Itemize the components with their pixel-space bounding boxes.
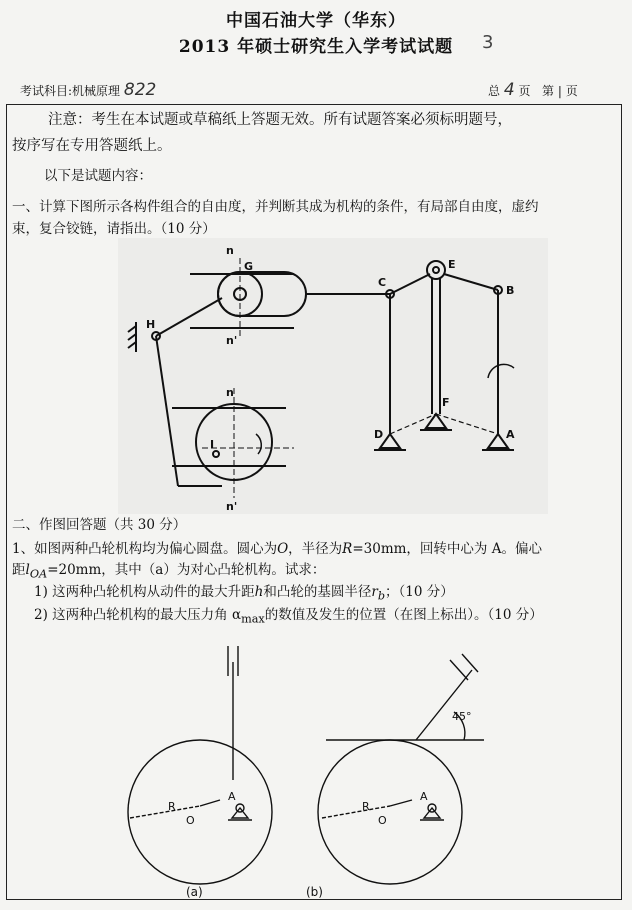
q2-line-1 (12, 539, 542, 559)
content-intro: 以下是试题内容： (44, 168, 152, 184)
q2-line-2-l: l (25, 562, 30, 578)
cam-b-label-r: R (362, 800, 370, 813)
q2-title: 二、作图回答题（共 30 分） (12, 517, 187, 533)
q2-line-1-o: O (277, 541, 289, 557)
q2-item-1-mid: 和凸轮的基圆半径 (263, 584, 372, 600)
cam-a-label-a: A (228, 790, 236, 803)
q2-line-2-post: =20mm，其中（a）为对心凸轮机构。试求： (47, 562, 326, 578)
fig1-label-g: G (244, 260, 254, 273)
q2-line-1-post: =30mm，回转中心为 A。偏心 (352, 541, 542, 557)
cam-a-label-r: R (168, 800, 176, 813)
cam-a-caption: (a) (186, 885, 203, 899)
cam-b-caption: (b) (306, 885, 323, 899)
page-info (488, 80, 578, 100)
fig1-label-d: D (374, 428, 384, 441)
fig1-label-b: B (506, 284, 515, 297)
cam-b-angle-label: 45° (452, 710, 472, 723)
q2-item-2-post: 的数值及发生的位置（在图上标出）。（10 分） (264, 607, 543, 623)
q2-item-2-pre: 2) 这两种凸轮机构的最大压力角 α (34, 607, 242, 623)
q2-line-2-pre: 距 (12, 562, 26, 578)
pages-total-suffix: 页 (518, 84, 531, 98)
mechanism-figure (118, 238, 548, 514)
fig1-label-e: E (448, 258, 456, 271)
fig1-label-n2p: n' (226, 500, 238, 513)
exam-subject (20, 80, 156, 100)
fig1-label-a: A (506, 428, 515, 441)
q2-line-2-sub: OA (29, 567, 48, 581)
cam-figure (100, 640, 530, 902)
university-title: 中国石油大学（华东） (226, 11, 406, 31)
cam-b-label-o: O (378, 814, 387, 827)
q2-item-1-r: r (371, 584, 378, 600)
notice-line-2: 按序写在专用答题纸上。 (12, 138, 172, 154)
q2-line-1-mid: ，半径为 (288, 541, 343, 557)
q2-item-1-sub: b (377, 589, 386, 603)
q2-line-1-pre: 1、如图两种凸轮机构均为偏心圆盘。圆心为 (12, 541, 278, 557)
fig1-label-n1: n (226, 244, 234, 257)
q1-line-1: 一、计算下图所示各构件组合的自由度，并判断其成为机构的条件，有局部自由度，虚约 (12, 199, 539, 215)
notice-line-1: 注意：考生在本试题或草稿纸上答题无效。所有试题答案必须标明题号， (48, 112, 512, 128)
fig1-label-f: F (442, 396, 450, 409)
fig1-label-h: H (146, 318, 156, 331)
fig1-label-n1p: n' (226, 334, 238, 347)
q1-line-2: 束，复合铰链，请指出。（10 分） (12, 221, 216, 237)
subject-code: 822 (123, 80, 157, 100)
q2-line-1-r: R (342, 541, 353, 557)
q2-item-1-post: ；（10 分） (385, 584, 454, 600)
subject-label: 考试科目:机械原理 (20, 84, 121, 98)
pages-total: 4 (503, 80, 515, 100)
page-no-sep: | (557, 84, 562, 98)
page-no-suffix: 页 (565, 84, 578, 98)
page-no-prefix: 第 (541, 84, 554, 98)
cam-a-label-o: O (186, 814, 195, 827)
fig1-label-n2: n (226, 386, 234, 399)
exam-title: 2013 年硕士研究生入学考试试题 (178, 37, 454, 57)
q2-item-1-h: h (254, 584, 264, 600)
fig1-label-c: C (378, 276, 387, 289)
q2-item-2 (34, 605, 543, 630)
cam-b-label-a: A (420, 790, 428, 803)
handwritten-mark: 3 (482, 32, 494, 53)
q2-item-1-pre: 1) 这两种凸轮机构从动件的最大升距 (34, 584, 255, 600)
fig1-label-i: I (210, 438, 215, 451)
q2-line-2 (12, 560, 325, 585)
pages-total-prefix: 总 (488, 84, 501, 98)
q2-item-1 (34, 582, 454, 607)
q2-item-2-sub: max (241, 612, 265, 626)
